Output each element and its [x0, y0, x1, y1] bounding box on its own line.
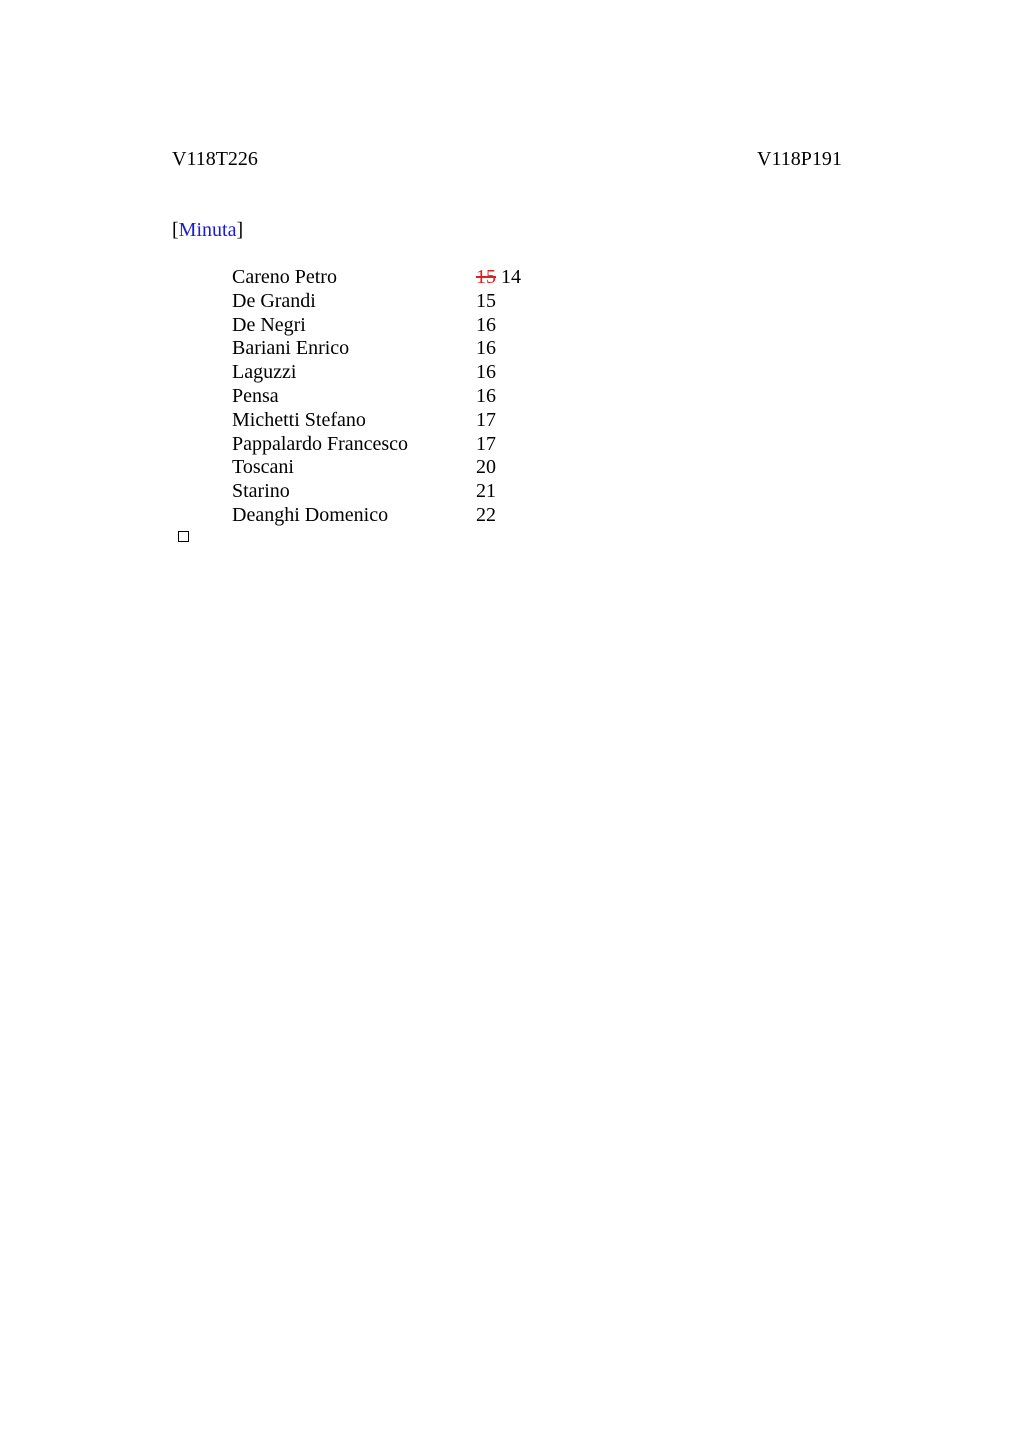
list-item	[232, 337, 632, 361]
list-item	[232, 361, 632, 385]
list-item	[232, 266, 632, 290]
minuta-link[interactable]: Minuta	[178, 219, 237, 241]
entry-value: 16	[476, 313, 496, 336]
entry-name: Deanghi Domenico	[232, 503, 389, 526]
entry-name: Toscani	[232, 456, 294, 479]
entry-value: 16	[476, 384, 496, 407]
entry-name: Bariani Enrico	[232, 337, 350, 360]
document-code-left: V118T226	[172, 148, 258, 170]
entry-name: Laguzzi	[232, 361, 297, 384]
entry-value	[476, 266, 521, 290]
name-list	[232, 266, 632, 528]
entry-value: 17	[476, 432, 496, 455]
entry-name: Pappalardo Francesco	[232, 432, 409, 455]
list-item	[232, 385, 632, 409]
entry-value: 17	[476, 408, 496, 431]
list-item	[232, 433, 632, 457]
entry-value: 21	[476, 480, 496, 503]
entry-value: 16	[476, 361, 496, 384]
entry-value: 20	[476, 456, 496, 479]
list-item	[232, 456, 632, 480]
bracket-close: ]	[236, 219, 244, 241]
list-item	[232, 504, 632, 528]
list-item	[232, 290, 632, 314]
deleted-value: 15	[476, 266, 496, 288]
checkbox-icon	[178, 531, 189, 542]
section-label	[172, 220, 243, 240]
entry-name: De Negri	[232, 313, 306, 336]
entry-name: Careno Petro	[232, 266, 337, 288]
entry-value: 22	[476, 503, 496, 526]
entry-name: De Grandi	[232, 289, 316, 312]
corrected-value: 14	[501, 266, 521, 288]
bracket-open: [	[172, 219, 179, 241]
entry-value: 16	[476, 337, 496, 360]
list-item	[232, 314, 632, 338]
list-item	[232, 409, 632, 433]
entry-name: Michetti Stefano	[232, 408, 366, 431]
list-item	[232, 480, 632, 504]
entry-value: 15	[476, 289, 496, 312]
entry-name: Starino	[232, 480, 290, 503]
document-code-right: V118P191	[757, 148, 842, 170]
entry-name: Pensa	[232, 384, 279, 407]
